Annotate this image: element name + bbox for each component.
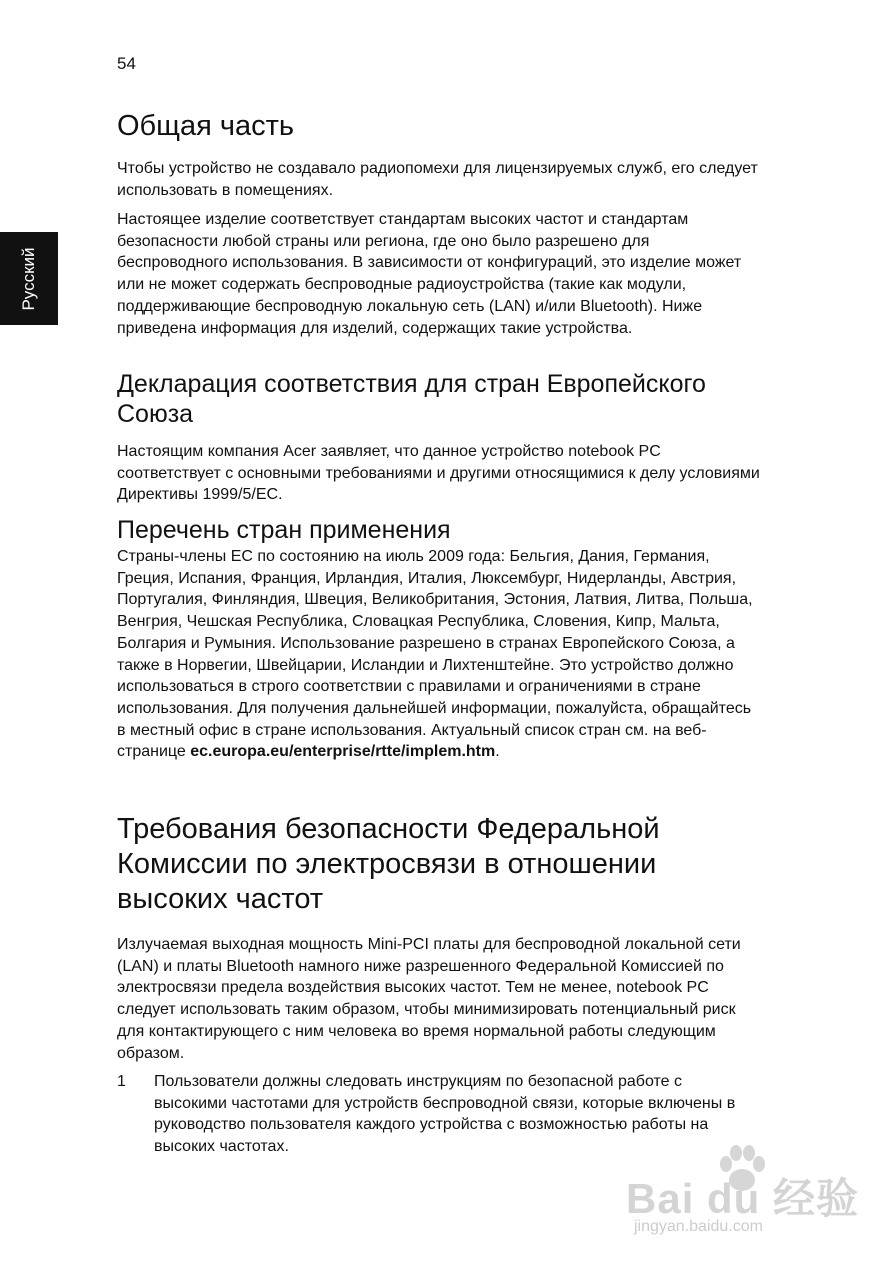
list-item-number: 1 (117, 1073, 126, 1090)
list-item-text: Пользователи должны следовать инструкциям по безопасной работе с высокими частотами для устройств беспроводной связи, которые включены в руководство пользователя каждого устройства с возможностью работы на высоких частотах. (154, 1073, 736, 1156)
paragraph-countries (117, 546, 762, 763)
watermark-url: jingyan.baidu.com (634, 1218, 763, 1235)
countries-text-end: . (495, 743, 500, 761)
heading-eu-declaration: Декларация соответствия для стран Европейского Союза (117, 370, 706, 428)
heading-countries: Перечень стран применения (117, 516, 451, 544)
europa-link[interactable]: ec.europa.eu/enterprise/rtte/implem.htm (190, 743, 496, 761)
baidu-watermark (608, 1140, 860, 1250)
language-tab (0, 232, 58, 325)
paragraph-eu-declaration: Настоящим компания Acer заявляет, что данное устройство notebook PC соответствует с основными требованиями и другими относящимися к делу условиями Директивы 1999/5/EC. (117, 443, 760, 504)
page-number: 54 (117, 54, 136, 73)
language-tab-label: Русский (19, 246, 38, 311)
paragraph-general-1: Чтобы устройство не создавало радиопомехи для лицензируемых служб, его следует использовать в помещениях. (117, 160, 758, 199)
watermark-logo: Bai du 经验 (626, 1175, 860, 1222)
paragraph-general-2: Настоящее изделие соответствует стандартам высоких частот и стандартам безопасности любой страны или региона, где оно было разрешено для беспроводного использования. В зависимости от конфигураций, это изделие может или не может содержать беспроводные радиоустройства (такие как модули, поддерживающие беспроводную локальную сеть (LAN) и/или Bluetooth). Ниже приведена информация для изделий, содержащих такие устройства. (117, 211, 742, 337)
heading-general: Общая часть (117, 110, 295, 142)
heading-fcc: Требования безопасности Федеральной Комиссии по электросвязи в отношении высоких частот (117, 813, 660, 915)
paragraph-fcc: Излучаемая выходная мощность Mini-PCI платы для беспроводной локальной сети (LAN) и платы Bluetooth намного ниже разрешенного Федеральной Комиссией по электросвязи предела воздействия высоких частот. Тем не менее, notebook PC следует использовать таким образом, чтобы минимизировать потенциальный риск для контактирующего с ним человека во время нормальной работы следующим образом. (117, 936, 741, 1062)
countries-text: Страны-члены ЕС по состоянию на июль 2009 года: Бельгия, Дания, Германия, Греция, Испания, Франция, Ирландия, Италия, Люксембург, Нидерланды, Австрия, Португалия, Финляндия, Швеция, Великобритания, Эстония, Латвия, Литва, Польша, Венгрия, Чешская Республика, Словацкая Республика, Словения, Кипр, Мальта, Болгария и Румыния. Использование разрешено в странах Европейского Союза, а также в Норвегии, Швейцарии, Исландии и Лихтенштейне. Это устройство должно использоваться в строго соответствии с правилами и ограничениями в стране использования. Для получения дальнейшей информации, пожалуйста, обращайтесь в местный офис в стране использования. Актуальный список стран см. на веб-странице (117, 548, 753, 761)
